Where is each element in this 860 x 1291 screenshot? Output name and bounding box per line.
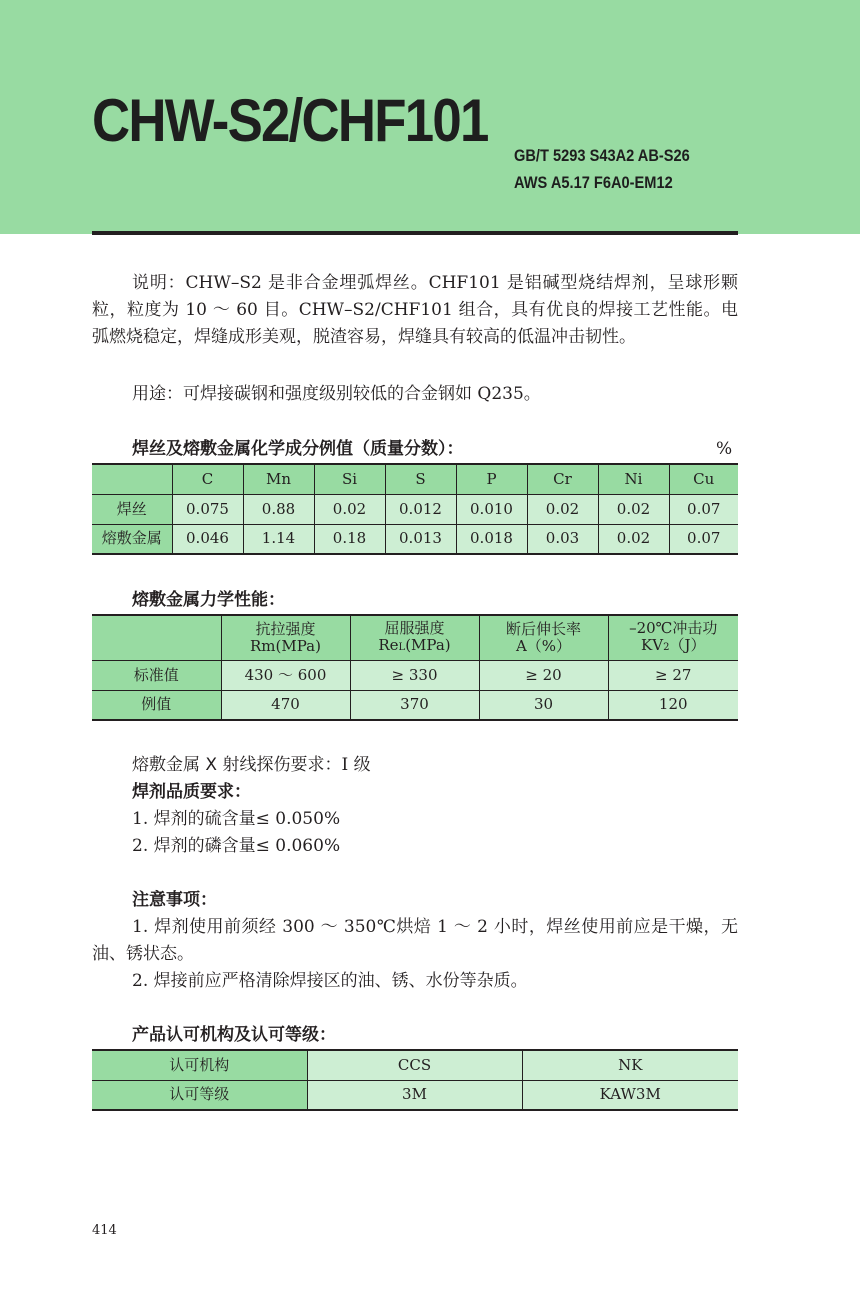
table-row <box>92 524 738 554</box>
header-line: –20℃冲击功 <box>629 618 718 637</box>
subscript: L <box>398 641 406 653</box>
row-label: 焊丝 <box>92 494 172 524</box>
chemical-header-cell: S <box>385 464 456 494</box>
table-row <box>92 1080 738 1110</box>
chemical-header-row <box>92 464 738 494</box>
chemical-header-cell: Mn <box>243 464 314 494</box>
row-label: 例值 <box>92 690 221 720</box>
header-line: A（%） <box>515 636 572 655</box>
table-row <box>92 690 738 720</box>
header-line <box>351 637 479 656</box>
approval-table <box>92 1049 738 1111</box>
table-cell: 0.07 <box>669 524 738 554</box>
table-cell: 0.07 <box>669 494 738 524</box>
table-cell: 3M <box>307 1080 522 1110</box>
table-cell: NK <box>522 1050 738 1080</box>
xray-value: I 级 <box>341 755 371 775</box>
standard-gb: GB/T 5293 S43A2 AB-S26 <box>514 146 690 165</box>
chemical-title: 焊丝及熔敷金属化学成分例值（质量分数）： <box>132 439 464 459</box>
flux-quality-title: 焊剂品质要求： <box>132 782 251 802</box>
flux-quality-item: 2. 焊剂的磷含量≤ 0.060% <box>132 836 341 856</box>
table-cell: 0.88 <box>243 494 314 524</box>
table-cell: ≥ 27 <box>608 660 738 690</box>
chemical-table <box>92 463 738 555</box>
header-line <box>609 637 739 656</box>
header-line: 断后伸长率 <box>505 619 581 638</box>
mechanical-title: 熔敷金属力学性能： <box>132 590 285 610</box>
mechanical-header-cell <box>608 615 738 660</box>
chemical-unit: % <box>716 439 733 459</box>
table-row <box>92 1050 738 1080</box>
table-cell: 0.013 <box>385 524 456 554</box>
table-cell: 470 <box>221 690 350 720</box>
table-cell: 0.010 <box>456 494 527 524</box>
table-cell: 430 ～ 600 <box>221 660 350 690</box>
table-cell: 1.14 <box>243 524 314 554</box>
mechanical-header-cell <box>221 615 350 660</box>
header-line: 抗拉强度 <box>255 619 316 638</box>
row-label: 熔敷金属 <box>92 524 172 554</box>
notes-title: 注意事项： <box>132 890 217 910</box>
table-cell: 0.02 <box>314 494 385 524</box>
chemical-header-cell: C <box>172 464 243 494</box>
description-paragraph <box>92 270 738 351</box>
table-cell: 120 <box>608 690 738 720</box>
chemical-header-cell: Si <box>314 464 385 494</box>
flux-quality-item: 1. 焊剂的硫含量≤ 0.050% <box>132 809 341 829</box>
description-text: CHW–S2 是非合金埋弧焊丝。CHF101 是铝碱型烧结焊剂，呈球形颗粒，粒度为 10 ～ 60 目。CHW–S2/CHF101 组合，具有优良的焊接工艺性能。电弧燃烧稳定，焊缝成形美观，脱渣容易，焊缝具有较高的低温冲击韧性。 <box>92 273 739 347</box>
table-cell: 0.02 <box>598 494 669 524</box>
mechanical-header-cell <box>479 615 608 660</box>
chemical-header-cell: Cu <box>669 464 738 494</box>
table-cell: 370 <box>350 690 479 720</box>
header-text: KV <box>641 635 664 654</box>
header-text: （J） <box>669 635 706 654</box>
description-label: 说明： <box>132 273 186 293</box>
usage-text: 可焊接碳钢和强度级别较低的合金钢如 Q235。 <box>183 384 541 404</box>
header-rule <box>92 231 738 235</box>
chemical-header-cell: Cr <box>527 464 598 494</box>
standard-aws: AWS A5.17 F6A0-EM12 <box>514 173 673 192</box>
product-title: CHW-S2/CHF101 <box>92 87 488 154</box>
table-cell: 0.18 <box>314 524 385 554</box>
notes-item: 1. 焊剂使用前须经 300 ～ 350℃烘焙 1 ～ 2 小时，焊丝使用前应是干燥，无油、锈状态。 <box>92 917 738 964</box>
chemical-header-cell: Ni <box>598 464 669 494</box>
table-cell: ≥ 330 <box>350 660 479 690</box>
table-row <box>92 660 738 690</box>
table-row <box>92 494 738 524</box>
notes-item: 2. 焊接前应严格清除焊接区的油、锈、水份等杂质。 <box>132 971 528 991</box>
table-cell: CCS <box>307 1050 522 1080</box>
header-line: Rm(MPa) <box>250 636 321 655</box>
chemical-header-cell <box>92 464 172 494</box>
table-cell: KAW3M <box>522 1080 738 1110</box>
mechanical-table <box>92 614 738 721</box>
row-label: 标准值 <box>92 660 221 690</box>
chemical-header-cell: P <box>456 464 527 494</box>
header-text: (MPa) <box>405 635 451 654</box>
header-line: 屈服强度 <box>384 618 445 637</box>
xray-requirement <box>132 752 371 779</box>
table-cell: 0.075 <box>172 494 243 524</box>
subscript: 2 <box>663 641 670 653</box>
mechanical-header-cell <box>350 615 479 660</box>
page-number: 414 <box>92 1223 117 1238</box>
table-cell: ≥ 20 <box>479 660 608 690</box>
standards-block <box>514 142 690 196</box>
table-cell: 0.018 <box>456 524 527 554</box>
table-cell: 0.046 <box>172 524 243 554</box>
table-cell: 0.012 <box>385 494 456 524</box>
row-label: 认可等级 <box>92 1080 307 1110</box>
table-cell: 30 <box>479 690 608 720</box>
header-text: Re <box>378 635 399 654</box>
mechanical-header-row <box>92 615 738 660</box>
mechanical-header-blank <box>92 615 221 660</box>
approval-title: 产品认可机构及认可等级： <box>132 1025 336 1045</box>
table-cell: 0.02 <box>598 524 669 554</box>
table-cell: 0.02 <box>527 494 598 524</box>
usage-label: 用途： <box>132 384 183 404</box>
xray-label: 熔敷金属 X 射线探伤要求： <box>132 755 342 775</box>
row-label: 认可机构 <box>92 1050 307 1080</box>
table-cell: 0.03 <box>527 524 598 554</box>
usage-paragraph <box>92 381 738 408</box>
